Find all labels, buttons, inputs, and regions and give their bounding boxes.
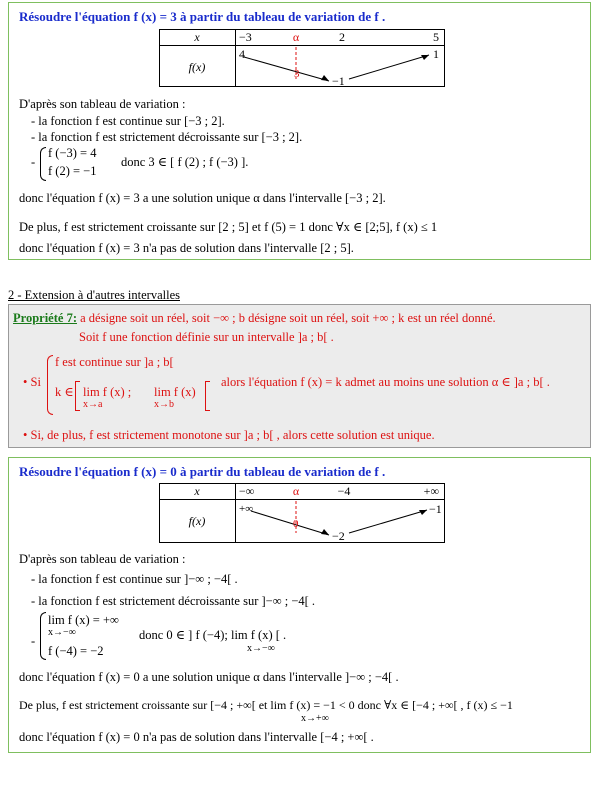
table2-fx-label: f(x) bbox=[188, 514, 206, 528]
exercise-1-bullet-2: - la fonction f est strictement décroissante sur [−3 ; 2]. bbox=[31, 130, 303, 144]
exercise-box-2 bbox=[8, 457, 591, 753]
exercise-1-bullet-1: - la fonction f est continue sur [−3 ; 2]. bbox=[31, 114, 225, 128]
property-line-last: • Si, de plus, f est strictement monotone sur ]a ; b[ , alors cette solution est unique. bbox=[23, 428, 435, 442]
table2-x-0: −∞ bbox=[239, 484, 255, 498]
table2-x-2: −4 bbox=[337, 484, 351, 498]
exercise-2-further-1: De plus, f est strictement croissante sur [−4 ; +∞[ et lim f (x) = −1 < 0 donc ∀x ∈ [−4 ; +∞[ , f (x) ≤ −1 bbox=[19, 698, 513, 712]
table1-fx-label: f(x) bbox=[188, 60, 206, 74]
property-condition-2-lim-1-sub: x→a bbox=[83, 399, 103, 410]
exercise-2-conclusion: donc l'équation f (x) = 0 a une solution unique α dans l'intervalle ]−∞ ; −4[ . bbox=[19, 670, 399, 684]
property-condition-2-prefix: k ∈ bbox=[55, 385, 74, 399]
table1-f-0: 4 bbox=[239, 47, 245, 61]
exercise-1-further-2: donc l'équation f (x) = 3 n'a pas de solution dans l'intervalle [2 ; 5]. bbox=[19, 241, 354, 255]
exercise-1-system-line-1: f (−3) = 4 bbox=[48, 146, 97, 160]
exercise-2-system-line-2: f (−4) = −2 bbox=[48, 644, 104, 658]
exercise-1-system-brace bbox=[40, 147, 46, 181]
exercise-2-further-2: donc l'équation f (x) = 0 n'a pas de solution dans l'intervalle [−4 ; +∞[ . bbox=[19, 730, 374, 744]
exercise-2-bullet-1: - la fonction f est continue sur ]−∞ ; −4[ . bbox=[31, 572, 238, 586]
property-condition-2-lim-2: lim f (x) bbox=[154, 385, 196, 399]
property-line-1-wrap bbox=[13, 311, 496, 326]
table1-f-2: −1 bbox=[332, 74, 345, 87]
table2-f-1: 0 bbox=[293, 518, 299, 530]
exercise-2-system-line-1: lim f (x) = +∞ bbox=[48, 613, 119, 627]
exercise-1-intro: D'après son tableau de variation : bbox=[19, 97, 186, 111]
exercise-2-intro: D'après son tableau de variation : bbox=[19, 552, 186, 566]
exercise-2-system-conclusion-sub: x→−∞ bbox=[247, 643, 275, 654]
exercise-1-further-1: De plus, f est strictement croissante sur [2 ; 5] et f (5) = 1 donc ∀x ∈ [2;5], f (x) ≤ 1 bbox=[19, 220, 438, 234]
property-condition-2-lim-2-sub: x→b bbox=[154, 399, 174, 410]
exercise-2-further-1-sub: x→+∞ bbox=[301, 713, 329, 724]
table1-x-2: 2 bbox=[339, 30, 345, 44]
table2-f-2: −2 bbox=[332, 529, 345, 543]
exercise-2-system-line-1-sub: x→−∞ bbox=[48, 627, 76, 638]
table2-x-1: α bbox=[292, 484, 300, 498]
property-line-2: Soit f une fonction définie sur un intervalle ]a ; b[ . bbox=[79, 330, 334, 344]
property-then: alors l'équation f (x) = k admet au moins une solution α ∈ ]a ; b[ . bbox=[221, 375, 550, 389]
table2-x-label: x bbox=[194, 484, 200, 498]
table2-f-3: −1 bbox=[429, 502, 442, 516]
property-condition-1: f est continue sur ]a ; b[ bbox=[55, 355, 174, 369]
property-line-1: a désigne soit un réel, soit −∞ ; b désigne soit un réel, soit +∞ ; k est un réel donné. bbox=[76, 311, 496, 325]
exercise-box-1 bbox=[8, 2, 591, 260]
exercise-2-system-conclusion: donc 0 ∈ ] f (−4); lim f (x) [ . bbox=[139, 628, 287, 642]
property-si: • Si bbox=[23, 375, 41, 389]
property-open-bracket bbox=[75, 381, 80, 411]
table2-f-0: +∞ bbox=[239, 503, 254, 515]
exercise-1-system-dash: - bbox=[31, 155, 36, 169]
property-box bbox=[8, 304, 591, 448]
property-label: Propriété 7: bbox=[13, 311, 77, 325]
variation-table-2 bbox=[159, 483, 445, 543]
property-condition-2-lim-1: lim f (x) ; bbox=[83, 385, 132, 399]
exercise-1-title: Résoudre l'équation f (x) = 3 à partir du tableau de variation de f . bbox=[19, 9, 386, 24]
variation-table-1 bbox=[159, 29, 445, 87]
section-title: 2 - Extension à d'autres intervalles bbox=[8, 288, 180, 302]
table1-f-1: 3 bbox=[294, 68, 300, 80]
table1-f-3: 1 bbox=[433, 47, 439, 61]
table1-x-label: x bbox=[194, 30, 200, 44]
exercise-1-system-line-2: f (2) = −1 bbox=[48, 164, 97, 178]
property-close-bracket bbox=[205, 381, 210, 411]
table1-x-0: −3 bbox=[239, 30, 252, 44]
exercise-2-system-dash: - bbox=[31, 634, 36, 648]
exercise-2-system-brace bbox=[40, 612, 46, 660]
exercise-1-system-conclusion: donc 3 ∈ [ f (2) ; f (−3) ]. bbox=[121, 155, 249, 169]
table1-x-1: α bbox=[292, 30, 300, 44]
property-brace bbox=[47, 355, 53, 415]
exercise-2-bullet-2: - la fonction f est strictement décroissante sur ]−∞ ; −4[ . bbox=[31, 594, 316, 608]
exercise-1-conclusion: donc l'équation f (x) = 3 a une solution unique α dans l'intervalle [−3 ; 2]. bbox=[19, 191, 386, 205]
exercise-2-title: Résoudre l'équation f (x) = 0 à partir du tableau de variation de f . bbox=[19, 464, 386, 479]
table1-x-3: 5 bbox=[433, 30, 439, 44]
table2-x-3: +∞ bbox=[423, 484, 439, 498]
